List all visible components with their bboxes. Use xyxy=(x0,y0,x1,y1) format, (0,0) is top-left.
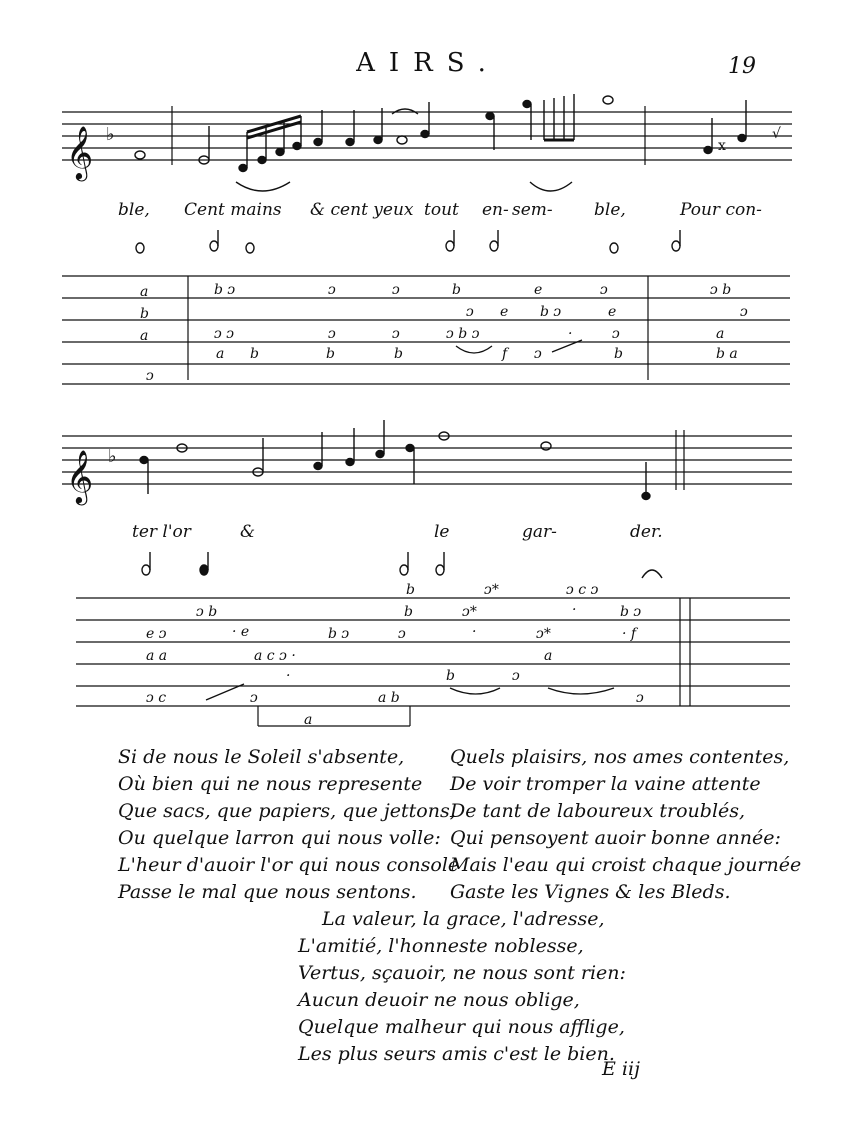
poem-line: De tant de laboureux troublés, xyxy=(450,800,746,822)
svg-text:a: a xyxy=(140,284,149,300)
svg-text:· f: · f xyxy=(622,626,637,642)
svg-text:♭: ♭ xyxy=(106,124,115,145)
lyric-3: & cent yeux xyxy=(310,200,414,220)
staff-2 xyxy=(62,430,792,490)
svg-text:ᴐ: ᴐ xyxy=(534,346,542,362)
svg-text:ᴐ*: ᴐ* xyxy=(536,626,551,642)
lyric-11: le xyxy=(434,522,450,542)
svg-text:√: √ xyxy=(772,126,781,142)
svg-text:𝄞: 𝄞 xyxy=(66,449,94,503)
lyric-8: Pour con- xyxy=(680,200,762,220)
svg-text:ᴐ: ᴐ xyxy=(512,668,520,684)
svg-text:𝄞: 𝄞 xyxy=(66,125,94,179)
svg-text:·: · xyxy=(572,602,577,618)
svg-text:ᴐ: ᴐ xyxy=(146,368,154,384)
poem-line: Aucun deuoir ne nous oblige, xyxy=(298,989,580,1011)
svg-text:ᴐ c: ᴐ c xyxy=(146,690,167,706)
svg-text:b: b xyxy=(394,346,403,362)
svg-text:ᴐ ᴐ: ᴐ ᴐ xyxy=(214,326,235,342)
svg-text:· e: · e xyxy=(232,624,250,640)
page-title: AIRS. xyxy=(356,48,500,78)
svg-text:e ᴐ: e ᴐ xyxy=(146,626,167,642)
poem-line: Si de nous le Soleil s'absente, xyxy=(118,746,405,768)
lyric-7: ble, xyxy=(594,200,626,220)
svg-text:b: b xyxy=(406,582,415,598)
poem-line: Quelque malheur qui nous afflige, xyxy=(298,1016,625,1038)
poem-line: L'heur d'auoir l'or qui nous console xyxy=(118,854,460,876)
svg-text:a a: a a xyxy=(146,648,168,664)
svg-text:ᴐ: ᴐ xyxy=(466,304,474,320)
poem-line: Où bien qui ne nous represente xyxy=(118,773,423,795)
svg-text:·: · xyxy=(472,624,477,640)
svg-text:a: a xyxy=(304,712,313,728)
svg-text:ᴐ: ᴐ xyxy=(636,690,644,706)
poem-center-stanza xyxy=(298,906,626,1068)
svg-text:a: a xyxy=(216,346,225,362)
rhythm-signs-2 xyxy=(142,552,662,578)
poem-line: La valeur, la grace, l'adresse, xyxy=(322,908,605,930)
poem-line: Mais l'eau qui croist chaque journée xyxy=(450,854,802,876)
svg-text:ᴐ: ᴐ xyxy=(328,282,336,298)
poem-line: Les plus seurs amis c'est le bien. xyxy=(298,1043,615,1065)
lyric-2: Cent mains xyxy=(184,200,282,220)
svg-text:ᴐ: ᴐ xyxy=(398,626,406,642)
svg-text:b: b xyxy=(452,282,461,298)
svg-text:ᴐ b ᴐ: ᴐ b ᴐ xyxy=(446,326,480,342)
svg-text:e: e xyxy=(608,304,617,320)
tablature-letters xyxy=(140,282,748,728)
svg-text:e: e xyxy=(500,304,509,320)
svg-text:b: b xyxy=(140,306,149,322)
svg-text:ᴐ: ᴐ xyxy=(740,304,748,320)
svg-text:e: e xyxy=(534,282,543,298)
poem-column-2 xyxy=(450,744,801,906)
svg-text:ᴐ b: ᴐ b xyxy=(196,604,218,620)
svg-text:b: b xyxy=(326,346,335,362)
poem-line: Que sacs, que papiers, que jettons, xyxy=(118,800,456,822)
svg-text:a: a xyxy=(716,326,725,342)
svg-text:b ᴐ: b ᴐ xyxy=(620,604,642,620)
svg-text:a b: a b xyxy=(378,690,400,706)
lyric-10: & xyxy=(240,522,256,542)
poem-line: Ou quelque larron qui nous volle: xyxy=(118,827,441,849)
lyric-1: ble, xyxy=(118,200,150,220)
signature-mark: E iij xyxy=(602,1058,640,1080)
svg-text:ᴐ b: ᴐ b xyxy=(710,282,732,298)
svg-text:b: b xyxy=(614,346,623,362)
svg-text:a: a xyxy=(544,648,553,664)
poem-line: Gaste les Vignes & les Bleds. xyxy=(450,881,731,903)
svg-text:ᴐ: ᴐ xyxy=(392,326,400,342)
svg-text:·: · xyxy=(568,326,573,342)
lyric-5: en- xyxy=(482,200,509,220)
poem-line: Quels plaisirs, nos ames contentes, xyxy=(450,746,790,768)
svg-text:ᴐ: ᴐ xyxy=(612,326,620,342)
poem-line: Passe le mal que nous sentons. xyxy=(118,881,417,903)
svg-text:♭: ♭ xyxy=(108,446,117,467)
tablature-1 xyxy=(62,276,790,384)
svg-text:ᴐ: ᴐ xyxy=(600,282,608,298)
svg-text:ᴐ: ᴐ xyxy=(328,326,336,342)
svg-text:b: b xyxy=(404,604,413,620)
svg-text:ᴐ*: ᴐ* xyxy=(462,604,477,620)
svg-text:x: x xyxy=(718,138,726,154)
lyric-12: gar- xyxy=(522,522,557,542)
svg-text:ᴐ: ᴐ xyxy=(392,282,400,298)
lyric-9: ter l'or xyxy=(132,522,191,542)
tablature-2 xyxy=(76,598,790,726)
svg-text:b ᴐ: b ᴐ xyxy=(328,626,350,642)
svg-text:a c ᴐ ·: a c ᴐ · xyxy=(254,648,296,664)
poem-line: Qui pensoyent auoir bonne année: xyxy=(450,827,781,849)
svg-text:f: f xyxy=(502,346,508,362)
svg-text:b: b xyxy=(446,668,455,684)
clef-1 xyxy=(66,124,115,181)
svg-text:b a: b a xyxy=(716,346,738,362)
svg-text:b ᴐ: b ᴐ xyxy=(540,304,562,320)
rhythm-signs-1 xyxy=(136,230,680,253)
lyric-13: der. xyxy=(630,522,663,542)
svg-text:·: · xyxy=(286,668,291,684)
svg-text:ᴐ*: ᴐ* xyxy=(484,582,499,598)
tablature-slurs xyxy=(206,340,614,700)
poem-column-1 xyxy=(118,744,459,906)
poem-line: Vertus, sçauoir, ne nous sont rien: xyxy=(298,962,626,984)
poem-line: L'amitié, l'honneste noblesse, xyxy=(298,935,584,957)
lyric-4: tout xyxy=(424,200,459,220)
svg-text:b: b xyxy=(250,346,259,362)
page-number: 19 xyxy=(728,54,756,79)
svg-text:ᴐ: ᴐ xyxy=(250,690,258,706)
svg-text:ᴐ c ᴐ: ᴐ c ᴐ xyxy=(566,582,599,598)
notes-1 xyxy=(135,94,781,191)
svg-text:b ᴐ: b ᴐ xyxy=(214,282,236,298)
lyric-6: sem- xyxy=(512,200,553,220)
clef-2 xyxy=(66,446,117,505)
poem-line: De voir tromper la vaine attente xyxy=(450,773,761,795)
svg-text:a: a xyxy=(140,328,149,344)
